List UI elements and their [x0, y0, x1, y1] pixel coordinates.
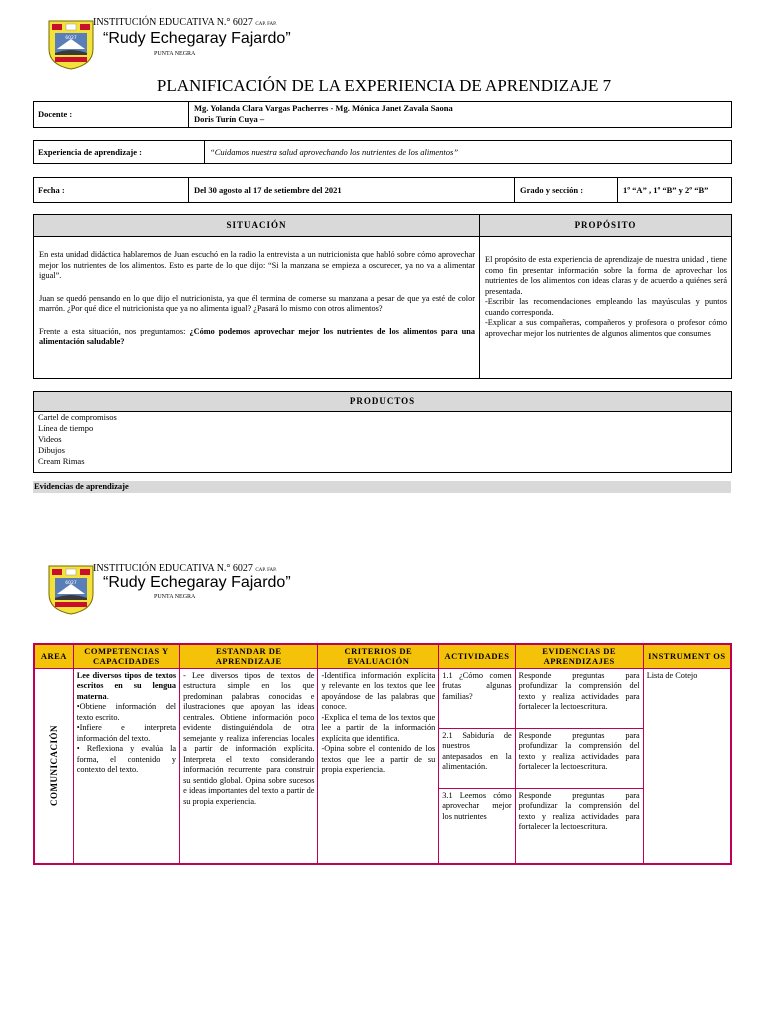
proposito-text: [482, 253, 730, 341]
col-criterios: CRITERIOS DE EVALUACIÓN: [318, 644, 439, 668]
competencia-title: Lee diversos tipos de textos escritos en su lengua materna: [76, 670, 177, 701]
competencia-cell: Lee diversos tipos de textos escritos en su lengua materna. •Obtiene información del texto escrito. •Infiere e interpreta información del texto. • Reflexiona y evalúa la forma, el contenido y contexto del texto.: [73, 668, 179, 864]
proposito-header: PROPÓSITO: [480, 215, 731, 237]
grado-value: 1º “A” , 1º “B” y 2º “B”: [623, 185, 709, 195]
capacidad-item: • Reflexiona y evalúa la forma, el contenido y contexto del texto.: [76, 744, 177, 774]
col-area: AREA: [34, 644, 73, 668]
actividad-cell: 1.1 ¿Cómo comen frutas algunas familias?: [439, 668, 515, 728]
area-cell: [34, 668, 73, 864]
situacion-p3-intro: Frente a esta situación, nos preguntamos:: [39, 326, 190, 336]
evidencia-cell: Responde preguntas para profundizar la comprensión del texto y realiza actividades para fortalecer la lectoescritura.: [515, 668, 643, 728]
table-header-row: [34, 644, 731, 668]
col-actividades: ACTIVIDADES: [439, 644, 515, 668]
svg-text:6027: 6027: [65, 36, 77, 41]
institution-name: INSTITUCIÓN EDUCATIVA N.° 6027: [93, 17, 253, 28]
estandar-cell: - Lee diversos tipos de textos de estructura simple en los que predominan palabras conocidas e ilustraciones que apoyan las ideas centrales. Obtiene información poco evidente distinguiéndola de otra semejante y realiza inferencias locales a partir de información explícita. Interpreta el texto considerando información recurrente para construir su sentido global. Opina sobre sucesos e ideas importantes del texto a partir de su propia experiencia.: [180, 668, 318, 864]
capacidad-item: •Infiere e interpreta información del texto.: [76, 723, 177, 743]
evidencia-cell: Responde preguntas para profundizar la comprensión del texto y realiza actividades para fortalecer la lectoescritura.: [515, 788, 643, 864]
producto-item: Línea de tiempo: [38, 423, 94, 433]
table-row: [34, 668, 731, 728]
situacion-text: [36, 248, 478, 350]
criterios-cell: -Identifica información explícita y relevante en los textos que lee apoyándose de las palabras que conoce. -Explica el tema de los textos que lee a partir de la información explícita que identifica. -Opina sobre el contenido de los textos que lee a partir de su propia experiencia.: [318, 668, 439, 864]
situacion-p2: Juan se quedó pensando en lo que dijo el nutricionista, ya que él termina de comerse su manzana a pesar de que ya esté de color marrón. ¿Por qué dice el nutricionista que ya no alimenta igual? ¿Pasará lo mismo con otros alimentos?: [39, 293, 475, 313]
col-evidencias: EVIDENCIAS DE APRENDIZAJES: [515, 644, 643, 668]
competencias-table: [33, 643, 732, 865]
experiencia-label: Experiencia de aprendizaje: [38, 147, 137, 157]
school-place: PUNTA NEGRA: [154, 51, 196, 57]
school-crest-icon: [47, 19, 95, 71]
producto-item: Cream Rimas: [38, 456, 85, 466]
instrumento-cell: Lista de Cotejo: [643, 668, 731, 864]
productos-table: [33, 391, 732, 473]
capacidad-item: •Obtiene información del texto escrito.: [76, 702, 177, 722]
area-label: COMUNICACIÓN: [48, 725, 59, 807]
institution-name: INSTITUCIÓN EDUCATIVA N.° 6027: [93, 563, 253, 574]
evidencia-cell: Responde preguntas para profundizar la comprensión del texto y realiza actividades para fortalecer la lectoescritura.: [515, 728, 643, 788]
actividad-cell: 2.1 Sabiduría de nuestros antepasados en la alimentación.: [439, 728, 515, 788]
grado-label: Grado y sección: [520, 185, 579, 195]
page-title: PLANIFICACIÓN DE LA EXPERIENCIA DE APRENDIZAJE 7: [156, 76, 612, 95]
docente-line1: Mg. Yolanda Clara Vargas Pacherres - Mg. Mónica Janet Zavala Saona: [194, 103, 453, 113]
school-name: “Rudy Echegaray Fajardo”: [103, 574, 291, 591]
docente-label: Docente: [38, 109, 68, 119]
svg-text:6027: 6027: [65, 581, 77, 586]
productos-header: PRODUCTOS: [34, 392, 731, 412]
school-crest-icon: [47, 564, 95, 616]
col-instrumentos: INSTRUMENT OS: [643, 644, 731, 668]
producto-item: Cartel de compromisos: [38, 412, 117, 422]
evidencias-bar: Evidencias de aprendizaje: [33, 481, 731, 493]
col-competencias: COMPETENCIAS Y CAPACIDADES: [73, 644, 179, 668]
experiencia-row: Experiencia de aprendizaje : “Cuidamos nuestra salud aprovechando los nutrientes de los alimentos”: [33, 140, 732, 164]
producto-item: Dibujos: [38, 445, 65, 455]
proposito-p2: -Escribir las recomendaciones empleando las mayúsculas y puntos cuando corresponda.: [485, 297, 727, 317]
school-place: PUNTA NEGRA: [154, 594, 196, 600]
fecha-label: Fecha: [38, 185, 60, 195]
situacion-proposito-table: [33, 214, 732, 379]
docente-line2: Doris Turín Cuya –: [194, 114, 265, 124]
institution-suffix: CAP. FAP.: [255, 568, 277, 573]
situacion-question: ¿Cómo podemos aprovechar mejor los nutrientes de los alimentos para una alimentación saludable?: [39, 326, 475, 346]
producto-item: Videos: [38, 434, 62, 444]
school-name: “Rudy Echegaray Fajardo”: [103, 30, 291, 47]
proposito-p3: -Explicar a sus compañeras, compañeros y profesora o profesor cómo aprovechar mejor los nutrientes de algunos alimentos que consumes: [485, 318, 727, 338]
actividad-cell: 3.1 Leemos cómo aprovechar mejor los nutrientes: [439, 788, 515, 864]
fecha-row: Fecha : Del 30 agosto al 17 de setiembre del 2021 Grado y sección : 1º “A” , 1º “B” y 2º “B”: [33, 177, 732, 203]
proposito-p1: El propósito de esta experiencia de aprendizaje de nuestra unidad , tiene como fin presentar información sobre la forma de aprovechar los nutrientes de los alimentos con ideas claras y de acuerdo a quiénes será presentada.: [485, 255, 727, 296]
experiencia-value: “Cuidamos nuestra salud aprovechando los nutrientes de los alimentos”: [210, 147, 459, 157]
fecha-value: Del 30 agosto al 17 de setiembre del 2021: [194, 185, 342, 195]
institution-suffix: CAP. FAP.: [255, 22, 277, 27]
productos-list: [38, 412, 117, 467]
docente-row: Docente : Mg. Yolanda Clara Vargas Pacherres - Mg. Mónica Janet Zavala Saona Doris Turín Cuya –: [33, 101, 732, 128]
col-estandar: ESTANDAR DE APRENDIZAJE: [180, 644, 318, 668]
situacion-p1: En esta unidad didáctica hablaremos de Juan escuchó en la radio la entrevista a un nutricionista que habló sobre cómo aprovechar mejor los nutrientes de los alimentos. Esto es parte de lo que dijo: “Si la manzana se empieza a oscurecer, ya no va a alimentar igual”.: [39, 250, 475, 280]
situacion-header: SITUACIÓN: [34, 215, 479, 237]
